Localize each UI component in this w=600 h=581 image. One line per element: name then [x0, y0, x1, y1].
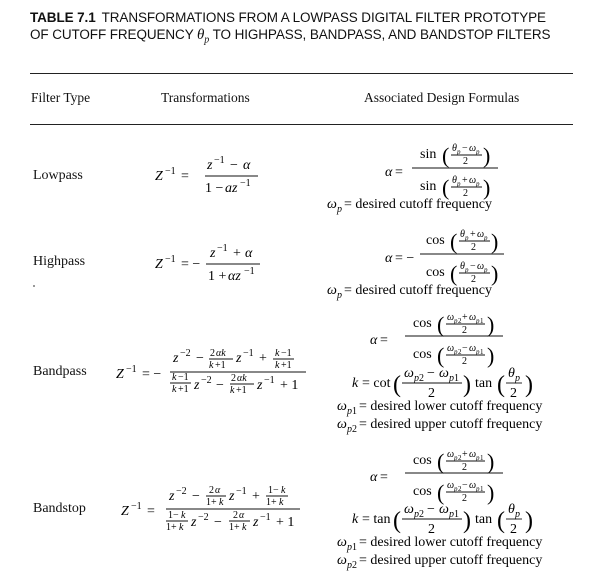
svg-text:+1: +1 — [215, 360, 226, 371]
svg-text:2: 2 — [233, 510, 238, 521]
svg-text:az: az — [225, 181, 238, 196]
svg-text:p: p — [454, 348, 458, 356]
svg-text:= tan: = tan — [362, 512, 391, 527]
svg-text:): ) — [483, 143, 491, 168]
svg-text:2: 2 — [419, 373, 424, 384]
svg-text:ω: ω — [469, 143, 477, 154]
svg-text:): ) — [487, 312, 495, 337]
svg-text:α: α — [370, 333, 378, 348]
svg-text:2: 2 — [510, 386, 517, 401]
svg-text:ω: ω — [477, 261, 485, 272]
svg-text:z: z — [173, 351, 179, 366]
svg-text:ω: ω — [469, 480, 477, 491]
svg-text:cos: cos — [413, 347, 432, 362]
svg-text:ω: ω — [469, 449, 477, 460]
svg-text:ω: ω — [337, 417, 347, 432]
svg-text:−: − — [427, 366, 435, 381]
svg-text:k: k — [352, 512, 359, 527]
svg-text:−1: −1 — [165, 254, 176, 265]
svg-text:ω: ω — [439, 366, 449, 381]
svg-text:ω: ω — [337, 553, 347, 568]
svg-text:2: 2 — [352, 424, 357, 435]
svg-text:= desired lower cutoff frequen: = desired lower cutoff frequency — [359, 399, 543, 414]
svg-text:−1: −1 — [243, 348, 254, 359]
svg-text:1: 1 — [480, 454, 484, 462]
svg-text:−: − — [462, 143, 468, 154]
svg-text:−: − — [216, 378, 224, 393]
svg-text:cos: cos — [413, 484, 432, 499]
svg-text:): ) — [487, 343, 495, 368]
svg-text:ω: ω — [439, 502, 449, 517]
svg-text:+: + — [470, 229, 476, 240]
svg-text:2: 2 — [471, 274, 476, 285]
svg-text:2: 2 — [458, 317, 462, 325]
svg-text:2: 2 — [210, 348, 215, 359]
svg-text:p: p — [476, 317, 480, 325]
svg-text:2: 2 — [471, 242, 476, 253]
svg-text:2: 2 — [462, 325, 467, 336]
svg-text:−: − — [230, 158, 238, 173]
svg-text:z: z — [210, 246, 216, 261]
svg-text:): ) — [487, 480, 495, 505]
filter-type-highpass: Highpass — [33, 254, 86, 269]
svg-text:+1: +1 — [236, 385, 247, 396]
svg-text:ω: ω — [327, 197, 337, 212]
svg-text:p: p — [347, 542, 352, 553]
svg-text:2: 2 — [428, 386, 435, 401]
svg-text:ω: ω — [469, 312, 477, 323]
svg-text:z: z — [236, 351, 242, 366]
svg-text:): ) — [491, 261, 499, 286]
svg-text:1: 1 — [352, 542, 357, 553]
svg-text:): ) — [463, 372, 471, 398]
svg-text:(: ( — [393, 508, 401, 534]
svg-text:p: p — [457, 180, 461, 188]
svg-text:1: 1 — [480, 485, 484, 493]
svg-text:2: 2 — [510, 522, 517, 537]
svg-text:−1: −1 — [178, 372, 189, 383]
svg-text:1−: 1− — [268, 485, 279, 496]
svg-text:p: p — [476, 180, 480, 188]
svg-text:(: ( — [437, 449, 445, 474]
svg-text:p: p — [337, 204, 342, 215]
svg-text:2: 2 — [463, 188, 468, 199]
svg-text:+: + — [462, 312, 468, 323]
svg-text:−1: −1 — [264, 375, 275, 386]
svg-text:ω: ω — [469, 343, 477, 354]
svg-text:−: − — [470, 261, 476, 272]
svg-text:p: p — [414, 509, 419, 520]
svg-text:p: p — [347, 406, 352, 417]
svg-text:(: ( — [437, 343, 445, 368]
svg-text:p: p — [515, 509, 520, 520]
col-header-filter-type: Filter Type — [31, 90, 91, 105]
svg-text:k: k — [219, 497, 224, 508]
svg-text:α: α — [215, 485, 221, 496]
svg-text:Z: Z — [155, 169, 163, 184]
svg-text:1+: 1+ — [166, 522, 177, 533]
svg-text:(: ( — [442, 175, 450, 200]
svg-text:ω: ω — [447, 312, 455, 323]
svg-text:1+: 1+ — [229, 522, 240, 533]
svg-text:sin: sin — [420, 179, 437, 194]
svg-text:k: k — [172, 372, 177, 383]
svg-text:−2: −2 — [201, 375, 212, 386]
svg-text:): ) — [491, 229, 499, 254]
svg-text:= −: = − — [181, 257, 201, 272]
svg-text:1+: 1+ — [266, 497, 277, 508]
col-header-formulas: Associated Design Formulas — [364, 90, 520, 105]
svg-text:= −: = − — [142, 367, 162, 382]
svg-text:α: α — [243, 158, 251, 173]
svg-text:2: 2 — [458, 348, 462, 356]
svg-text:−: − — [196, 351, 204, 366]
svg-text:p: p — [476, 485, 480, 493]
svg-text:k: k — [172, 384, 177, 395]
svg-text:2: 2 — [462, 493, 467, 504]
svg-text:+: + — [233, 246, 241, 261]
svg-text:): ) — [525, 372, 533, 398]
svg-text:+: + — [252, 489, 260, 504]
svg-text:(: ( — [442, 143, 450, 168]
svg-text:α: α — [385, 251, 393, 266]
svg-text:−1: −1 — [126, 364, 137, 375]
svg-text:(: ( — [437, 312, 445, 337]
svg-text:= desired lower cutoff frequen: = desired lower cutoff frequency — [359, 535, 543, 550]
svg-text:ω: ω — [404, 366, 414, 381]
svg-text:(: ( — [497, 372, 505, 398]
svg-text:−1: −1 — [244, 266, 255, 277]
svg-text:2: 2 — [209, 485, 214, 496]
svg-text:ω: ω — [337, 399, 347, 414]
svg-text:−1: −1 — [236, 486, 247, 497]
svg-text:z: z — [229, 489, 235, 504]
svg-text:k: k — [181, 510, 186, 521]
svg-text:sin: sin — [420, 147, 437, 162]
svg-text:α: α — [370, 470, 378, 485]
svg-text:k: k — [275, 348, 280, 359]
svg-text:tan: tan — [475, 376, 493, 391]
svg-text:=: = — [380, 333, 388, 348]
svg-text:−1: −1 — [131, 501, 142, 512]
svg-text:p: p — [476, 348, 480, 356]
svg-text:+: + — [462, 175, 468, 186]
svg-text:+1: +1 — [281, 360, 292, 371]
svg-text:1: 1 — [480, 348, 484, 356]
svg-text:2: 2 — [462, 462, 467, 473]
svg-text:p: p — [454, 454, 458, 462]
svg-text:2: 2 — [352, 560, 357, 571]
svg-text:p: p — [449, 373, 454, 384]
svg-text:α: α — [385, 165, 393, 180]
svg-text:z: z — [257, 378, 263, 393]
svg-text:−1: −1 — [281, 348, 292, 359]
svg-text:2: 2 — [428, 522, 435, 537]
svg-text:αk: αk — [237, 373, 247, 384]
svg-text:−2: −2 — [180, 348, 191, 359]
svg-text:tan: tan — [475, 512, 493, 527]
filter-type-bandpass: Bandpass — [33, 364, 87, 379]
svg-text:= −: = − — [395, 251, 415, 266]
svg-text:ω: ω — [404, 502, 414, 517]
svg-text:): ) — [463, 508, 471, 534]
svg-text:= desired cutoff frequency: = desired cutoff frequency — [344, 197, 492, 212]
svg-text:(: ( — [497, 508, 505, 534]
svg-text:cos: cos — [413, 316, 432, 331]
svg-text:z: z — [207, 158, 213, 173]
svg-text:(: ( — [450, 261, 458, 286]
svg-text:= desired upper cutoff frequen: = desired upper cutoff frequency — [359, 553, 543, 568]
svg-text:p: p — [454, 485, 458, 493]
svg-text:Z: Z — [121, 504, 129, 519]
svg-text:ω: ω — [327, 283, 337, 298]
svg-text:k: k — [281, 485, 286, 496]
svg-text:): ) — [487, 449, 495, 474]
svg-text:−1: −1 — [260, 512, 271, 523]
svg-text:ω: ω — [469, 175, 477, 186]
svg-text:z: z — [169, 489, 175, 504]
svg-text:k: k — [279, 497, 284, 508]
svg-text:z: z — [191, 515, 197, 530]
svg-text:z: z — [194, 378, 200, 393]
svg-text:z: z — [253, 515, 259, 530]
svg-text:k: k — [242, 522, 247, 533]
svg-text:+: + — [259, 351, 267, 366]
svg-text:θ: θ — [460, 229, 465, 240]
svg-text:+ 1: + 1 — [276, 515, 295, 530]
svg-text:2: 2 — [419, 509, 424, 520]
svg-text:1 −: 1 − — [205, 181, 224, 196]
svg-text:k: k — [230, 385, 235, 396]
svg-text:p: p — [347, 424, 352, 435]
svg-text:−: − — [192, 489, 200, 504]
svg-text:): ) — [525, 508, 533, 534]
col-header-transformations: Transformations — [161, 90, 250, 105]
caption-line-2: OF CUTOFF FREQUENCY $\theta_p$ TO HIGHPASS, BANDPASS, AND BANDSTOP FILTERS — [30, 27, 551, 46]
svg-text:(: ( — [393, 372, 401, 398]
filter-type-lowpass: Lowpass — [33, 168, 83, 183]
svg-text:=: = — [395, 165, 403, 180]
svg-text:p: p — [337, 290, 342, 301]
svg-text:2: 2 — [462, 356, 467, 367]
svg-text:=: = — [380, 470, 388, 485]
svg-text:Z: Z — [155, 257, 163, 272]
caption-title-1: TRANSFORMATIONS FROM A LOWPASS DIGITAL FILTER PROTOTYPE — [101, 10, 546, 25]
svg-text:ω: ω — [447, 343, 455, 354]
svg-text:p: p — [449, 509, 454, 520]
svg-text:p: p — [347, 560, 352, 571]
svg-text:1−: 1− — [168, 510, 179, 521]
svg-text:2: 2 — [463, 156, 468, 167]
svg-text:k: k — [209, 360, 214, 371]
svg-text:α: α — [245, 246, 253, 261]
svg-text:αk: αk — [216, 348, 226, 359]
svg-text:= cot: = cot — [362, 376, 391, 391]
svg-text:=: = — [147, 504, 155, 519]
svg-text:cos: cos — [426, 265, 445, 280]
svg-text:(: ( — [437, 480, 445, 505]
svg-text:(: ( — [450, 229, 458, 254]
svg-text:−1: −1 — [217, 243, 228, 254]
svg-text:1 +: 1 + — [208, 269, 227, 284]
svg-text:−: − — [462, 480, 468, 491]
svg-text:θ: θ — [508, 502, 515, 517]
svg-text:θ: θ — [452, 175, 457, 186]
svg-text:−2: −2 — [198, 512, 209, 523]
svg-text:2: 2 — [458, 454, 462, 462]
svg-text:−1: −1 — [165, 166, 176, 177]
svg-text:−: − — [427, 502, 435, 517]
svg-text:1: 1 — [454, 509, 459, 520]
svg-text:−: − — [462, 343, 468, 354]
svg-text:k: k — [275, 360, 280, 371]
svg-text:+ 1: + 1 — [280, 378, 299, 393]
svg-text:cos: cos — [413, 453, 432, 468]
svg-text:= desired cutoff frequency: = desired cutoff frequency — [344, 283, 492, 298]
svg-text:p: p — [476, 148, 480, 156]
svg-text:θ: θ — [460, 261, 465, 272]
svg-text:1+: 1+ — [206, 497, 217, 508]
svg-text:p: p — [465, 266, 469, 274]
svg-text:θ: θ — [452, 143, 457, 154]
svg-text:2: 2 — [458, 485, 462, 493]
svg-text:p: p — [484, 234, 488, 242]
svg-text:Z: Z — [116, 367, 124, 382]
svg-text:p: p — [476, 454, 480, 462]
svg-text:−: − — [214, 515, 222, 530]
svg-text:ω: ω — [447, 480, 455, 491]
svg-text:θ: θ — [508, 366, 515, 381]
svg-text:ω: ω — [477, 229, 485, 240]
svg-text:αz: αz — [228, 269, 241, 284]
svg-text:+: + — [462, 449, 468, 460]
filter-type-bandstop: Bandstop — [33, 501, 86, 516]
svg-text:−1: −1 — [240, 178, 251, 189]
svg-text:1: 1 — [480, 317, 484, 325]
svg-text:1: 1 — [454, 373, 459, 384]
svg-text:2: 2 — [231, 373, 236, 384]
svg-text:1: 1 — [352, 406, 357, 417]
table-label: TABLE 7.1 — [30, 10, 96, 25]
svg-text:p: p — [484, 266, 488, 274]
svg-text:k: k — [179, 522, 184, 533]
svg-text:p: p — [457, 148, 461, 156]
svg-text:cos: cos — [426, 233, 445, 248]
svg-text:=: = — [181, 169, 189, 184]
svg-text:ω: ω — [447, 449, 455, 460]
svg-text:p: p — [515, 373, 520, 384]
svg-text:p: p — [414, 373, 419, 384]
svg-text:+1: +1 — [178, 384, 189, 395]
svg-text:−2: −2 — [176, 486, 187, 497]
svg-text:p: p — [465, 234, 469, 242]
svg-text:k: k — [352, 376, 359, 391]
svg-text:−1: −1 — [214, 155, 225, 166]
svg-text:): ) — [483, 175, 491, 200]
svg-text:α: α — [239, 510, 245, 521]
svg-text:ω: ω — [337, 535, 347, 550]
svg-text:p: p — [454, 317, 458, 325]
svg-text:= desired upper cutoff frequen: = desired upper cutoff frequency — [359, 417, 543, 432]
